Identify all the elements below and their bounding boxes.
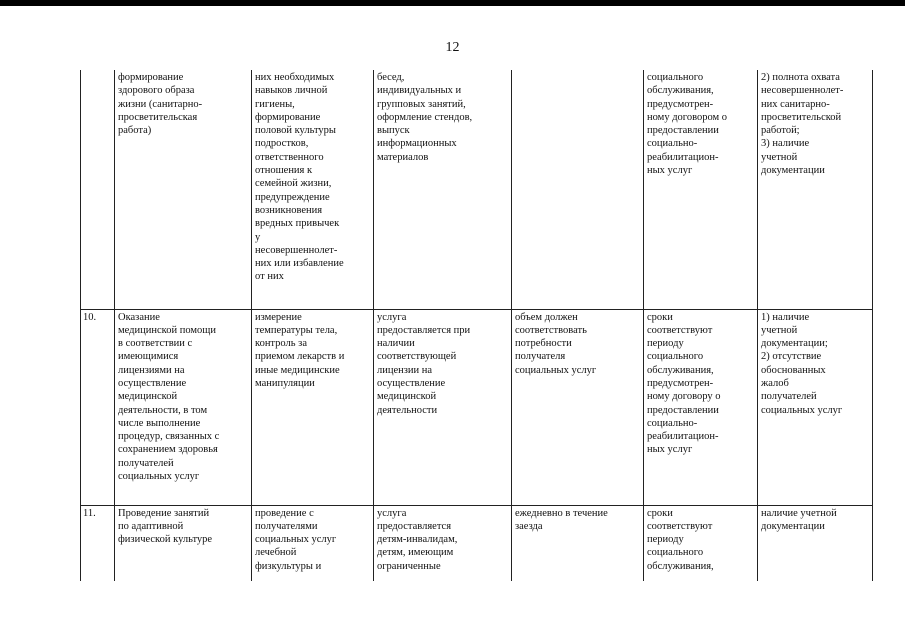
services-table (80, 70, 873, 581)
table-row (81, 309, 873, 505)
quality-indicators-cell: 1) наличие учетной документации; 2) отсутствие обоснованных жалоб получателей социальных услуг (758, 309, 873, 505)
table-row (81, 70, 873, 309)
top-border-bar (0, 0, 905, 6)
service-volume-cell: объем должен соответствовать потребности получателя социальных услуг (512, 309, 644, 505)
service-content-cell: проведение с получателями социальных услуг лечебной физкультуры и (252, 505, 374, 581)
quality-indicators-cell: наличие учетной документации (758, 505, 873, 581)
service-volume-cell: ежедневно в течение заезда (512, 505, 644, 581)
table-row (81, 505, 873, 581)
service-terms-cell: социального обслуживания, предусмотрен- ному договором о предоставлении социально- реабилитацион- ных услуг (644, 70, 758, 309)
row-number: 10. (81, 309, 115, 505)
service-terms-cell: сроки соответствуют периоду социального обслуживания, предусмотрен- ному договору о предоставлении социально- реабилитацион- ных услуг (644, 309, 758, 505)
service-terms-cell: сроки соответствуют периоду социального обслуживания, (644, 505, 758, 581)
service-content-cell: измерение температуры тела, контроль за приемом лекарств и иные медицинские манипуляции (252, 309, 374, 505)
service-content-cell: них необходимых навыков личной гигиены, формирование половой культуры подростков, ответственного отношения к семейной жизни, предупреждение возникновения вредных привычек у несовершеннолет- них или избавление от них (252, 70, 374, 309)
service-name-cell: Оказание медицинской помощи в соответствии с имеющимися лицензиями на осуществление медицинской деятельности, в том числе выполнение процедур, связанных с сохранением здоровья получателей социальных услуг (115, 309, 252, 505)
service-volume-cell (512, 70, 644, 309)
service-conditions-cell: услуга предоставляется при наличии соответствующей лицензии на осуществление медицинской деятельности (374, 309, 512, 505)
service-name-cell: Проведение занятий по адаптивной физической культуре (115, 505, 252, 581)
service-conditions-cell: услуга предоставляется детям-инвалидам, детям, имеющим ограниченные (374, 505, 512, 581)
row-number: 11. (81, 505, 115, 581)
page-number: 12 (445, 40, 460, 55)
service-name-cell: формирование здорового образа жизни (санитарно- просветительская работа) (115, 70, 252, 309)
row-number (81, 70, 115, 309)
quality-indicators-cell: 2) полнота охвата несовершеннолет- них санитарно- просветительской работой; 3) наличие учетной документации (758, 70, 873, 309)
service-conditions-cell: бесед, индивидуальных и групповых занятий, оформление стендов, выпуск информационных материалов (374, 70, 512, 309)
